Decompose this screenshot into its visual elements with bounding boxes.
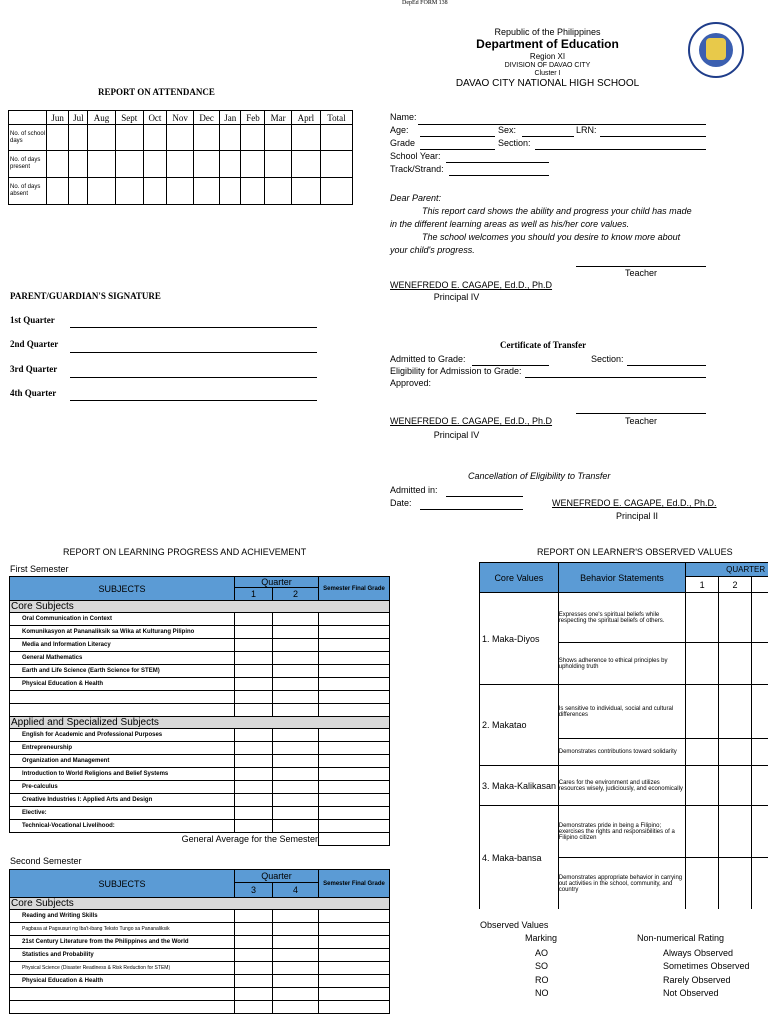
quarter-label: 3rd Quarter <box>10 364 58 374</box>
legend-mark: RO <box>535 975 549 985</box>
subject-name: Creative Industries I: Applied Arts and Design <box>10 794 235 807</box>
cancellation-title: Cancellation of Eligibility to Transfer <box>468 471 611 481</box>
subject-name: English for Academic and Professional Purposes <box>10 729 235 742</box>
month-header: Feb <box>241 111 265 125</box>
transfer-section-field[interactable] <box>627 365 706 366</box>
core-subjects-label: Core Subjects <box>10 898 390 910</box>
sex-field[interactable] <box>522 136 574 137</box>
lrn-label: LRN: <box>576 125 597 135</box>
transfer-title: Certificate of Transfer <box>500 340 587 350</box>
q2-header: 2 <box>719 577 752 593</box>
core-value-label: 2. Makatao <box>480 685 559 766</box>
letter-greeting: Dear Parent: <box>390 193 442 203</box>
principal-name: WENEFREDO E. CAGAPE, Ed.D., Ph.D <box>390 280 553 290</box>
school-year-field[interactable] <box>446 162 549 163</box>
quarter-header: Quarter <box>235 577 319 588</box>
principal-title: Principal IV <box>433 430 480 440</box>
transfer-section-label: Section: <box>591 354 624 364</box>
subject-name: Physical Science (Disaster Readiness & Risk Reduction for STEM) <box>10 962 235 975</box>
name-label: Name: <box>390 112 417 122</box>
school-name: DAVAO CITY NATIONAL HIGH SCHOOL <box>455 78 640 89</box>
subject-name: Earth and Life Science (Earth Science for STEM) <box>10 665 235 678</box>
month-header: Sept <box>115 111 143 125</box>
subject-name: General Mathematics <box>10 652 235 665</box>
subject-name: Pagbasa at Pagsusuri ng Iba't-ibang Teksto Tungo sa Pananaliksik <box>10 923 235 936</box>
marking-header: Marking <box>525 933 558 943</box>
behavior-statement: Cares for the environment and utilizes resources wisely, judiciously, and economically <box>558 766 685 806</box>
final-grade-header: Semester Final Grade <box>319 577 390 601</box>
date-field[interactable] <box>420 509 523 510</box>
subject-name: Elective: <box>10 807 235 820</box>
q3-header: 3 <box>235 883 273 898</box>
quarter-label: 2nd Quarter <box>10 339 59 349</box>
approved-label: Approved: <box>390 378 432 388</box>
principal-name: WENEFREDO E. CAGAPE, Ed.D., Ph.D <box>390 416 553 426</box>
legend-mark: NO <box>535 988 549 998</box>
quarter-header: QUARTER <box>686 563 768 577</box>
behavior-statement: Demonstrates contributions toward solidarity <box>558 739 685 766</box>
attendance-row-label: No. of days present <box>9 151 47 178</box>
core-subjects-label: Core Subjects <box>10 601 390 613</box>
signature-line <box>70 377 317 378</box>
month-header: Nov <box>167 111 194 125</box>
school-header <box>420 27 675 89</box>
track-field[interactable] <box>449 175 549 176</box>
month-header: Mar <box>265 111 291 125</box>
letter-line: in the different learning areas as well as his/her core values. <box>390 219 630 229</box>
month-header: Jul <box>69 111 88 125</box>
legend-mark: AO <box>535 948 549 958</box>
subject-name: Physical Education & Health <box>10 678 235 691</box>
core-values-header: Core Values <box>480 563 559 593</box>
section-field[interactable] <box>535 149 706 150</box>
region: Region XI <box>529 52 566 61</box>
subject-name: Pre-calculus <box>10 781 235 794</box>
legend-rating: Sometimes Observed <box>663 961 750 971</box>
attendance-table <box>8 110 353 205</box>
admitted-grade-label: Admitted to Grade: <box>390 354 466 364</box>
behavior-statement: Demonstrates pride in being a Filipino; exercises the rights and responsibilities of a Filipino citizen <box>558 806 685 858</box>
lrn-field[interactable] <box>600 136 706 137</box>
school-year-label: School Year: <box>390 151 441 161</box>
progress-title: REPORT ON LEARNING PROGRESS AND ACHIEVEMENT <box>63 547 307 557</box>
teacher-signature-line <box>576 413 706 414</box>
behavior-statement: Expresses one's spiritual beliefs while respecting the spiritual beliefs of others. <box>558 593 685 643</box>
legend-mark: SO <box>535 961 549 971</box>
core-value-label: 1. Maka-Diyos <box>480 593 559 685</box>
eligibility-field[interactable] <box>525 377 706 378</box>
signature-line <box>70 327 317 328</box>
republic: Republic of the Philippines <box>494 27 601 37</box>
department: Department of Education <box>476 37 619 51</box>
month-header: Jun <box>47 111 69 125</box>
second-semester-label: Second Semester <box>10 856 82 866</box>
subjects-header: SUBJECTS <box>10 577 235 601</box>
quarter-header: Quarter <box>235 870 319 883</box>
values-table-clip <box>479 562 768 909</box>
admitted-in-field[interactable] <box>446 496 523 497</box>
subject-name: Komunikasyon at Pananaliksik sa Wika at Kulturang Pilipino <box>10 626 235 639</box>
behavior-header: Behavior Statements <box>558 563 685 593</box>
observed-values-title: Observed Values <box>480 920 549 930</box>
q4-header: 4 <box>273 883 319 898</box>
principal-title: Principal II <box>615 511 659 521</box>
signature-title: PARENT/GUARDIAN'S SIGNATURE <box>10 291 161 301</box>
month-header: Oct <box>143 111 166 125</box>
subject-name: Reading and Writing Skills <box>10 910 235 923</box>
track-label: Track/Strand: <box>390 164 444 174</box>
values-title: REPORT ON LEARNER'S OBSERVED VALUES <box>537 547 733 557</box>
values-table <box>479 562 768 909</box>
age-label: Age: <box>390 125 409 135</box>
attendance-title: REPORT ON ATTENDANCE <box>98 87 215 97</box>
eligibility-label: Eligibility for Admission to Grade: <box>390 366 522 376</box>
cluster: Cluster I <box>534 70 561 77</box>
subject-name: Oral Communication in Context <box>10 613 235 626</box>
subjects-header: SUBJECTS <box>10 870 235 898</box>
teacher-label: Teacher <box>624 416 658 426</box>
name-field[interactable] <box>418 124 706 125</box>
month-header: Aug <box>88 111 115 125</box>
final-grade-header: Semester Final Grade <box>319 870 390 898</box>
attendance-row-label: No. of days absent <box>9 178 47 205</box>
deped-seal-icon <box>688 22 744 78</box>
subject-name: Technical-Vocational Livelihood: <box>10 820 235 833</box>
behavior-statement: Demonstrates appropriate behavior in carrying out activities in the school, community, and country <box>558 858 685 910</box>
behavior-statement: Shows adherence to ethical principles by upholding truth <box>558 643 685 685</box>
applied-subjects-label: Applied and Specialized Subjects <box>10 717 390 729</box>
subject-name: Introduction to World Religions and Belief Systems <box>10 768 235 781</box>
form-code: DepEd FORM 138 <box>402 0 448 6</box>
subject-name: Organization and Management <box>10 755 235 768</box>
subject-name: Entrepreneurship <box>10 742 235 755</box>
attendance-row-label: No. of school days <box>9 125 47 151</box>
principal-name: WENEFREDO E. CAGAPE, Ed.D., Ph.D. <box>552 498 717 508</box>
letter-line: This report card shows the ability and progress your child has made <box>422 206 692 216</box>
signature-line <box>70 400 317 401</box>
signature-line <box>70 352 317 353</box>
month-header: Aprl <box>291 111 320 125</box>
letter-line: The school welcomes you should you desire to know more about <box>422 232 681 242</box>
month-header: Dec <box>194 111 220 125</box>
division: DIVISION OF DAVAO CITY <box>504 62 591 69</box>
grade-label: Grade <box>390 138 416 148</box>
quarter-label: 1st Quarter <box>10 315 55 325</box>
first-semester-table <box>9 576 390 846</box>
q2-header: 2 <box>273 588 319 601</box>
month-header: Jan <box>219 111 241 125</box>
principal-title: Principal IV <box>433 292 480 302</box>
age-field[interactable] <box>420 136 495 137</box>
core-value-label: 4. Maka-bansa <box>480 806 559 910</box>
teacher-label: Teacher <box>624 268 658 278</box>
q1-header: 1 <box>235 588 273 601</box>
admitted-in-label: Admitted in: <box>390 485 438 495</box>
month-header: Total <box>320 111 352 125</box>
rating-header: Non-numerical Rating <box>637 933 725 943</box>
letter-line: your child's progress. <box>390 245 475 255</box>
parent-letter <box>390 192 692 257</box>
first-semester-label: First Semester <box>10 564 69 574</box>
subject-name: Physical Education & Health <box>10 975 235 988</box>
subject-name: Statistics and Probability <box>10 949 235 962</box>
behavior-statement: Is sensitive to individual, social and cultural differences <box>558 685 685 739</box>
legend-rating: Always Observed <box>663 948 734 958</box>
grade-field[interactable] <box>420 149 495 150</box>
general-average-label: General Average for the Semester <box>10 833 319 846</box>
sex-label: Sex: <box>498 125 517 135</box>
date-label: Date: <box>390 498 412 508</box>
core-value-label: 3. Maka-Kalikasan <box>480 766 559 806</box>
subject-name: Media and Information Literacy <box>10 639 235 652</box>
section-label: Section: <box>498 138 531 148</box>
legend-rating: Not Observed <box>663 988 719 998</box>
q1-header: 1 <box>686 577 719 593</box>
quarter-label: 4th Quarter <box>10 388 57 398</box>
second-semester-table <box>9 869 390 1014</box>
teacher-signature-line <box>576 266 706 267</box>
legend-rating: Rarely Observed <box>663 975 731 985</box>
subject-name: 21st Century Literature from the Philippines and the World <box>10 936 235 949</box>
